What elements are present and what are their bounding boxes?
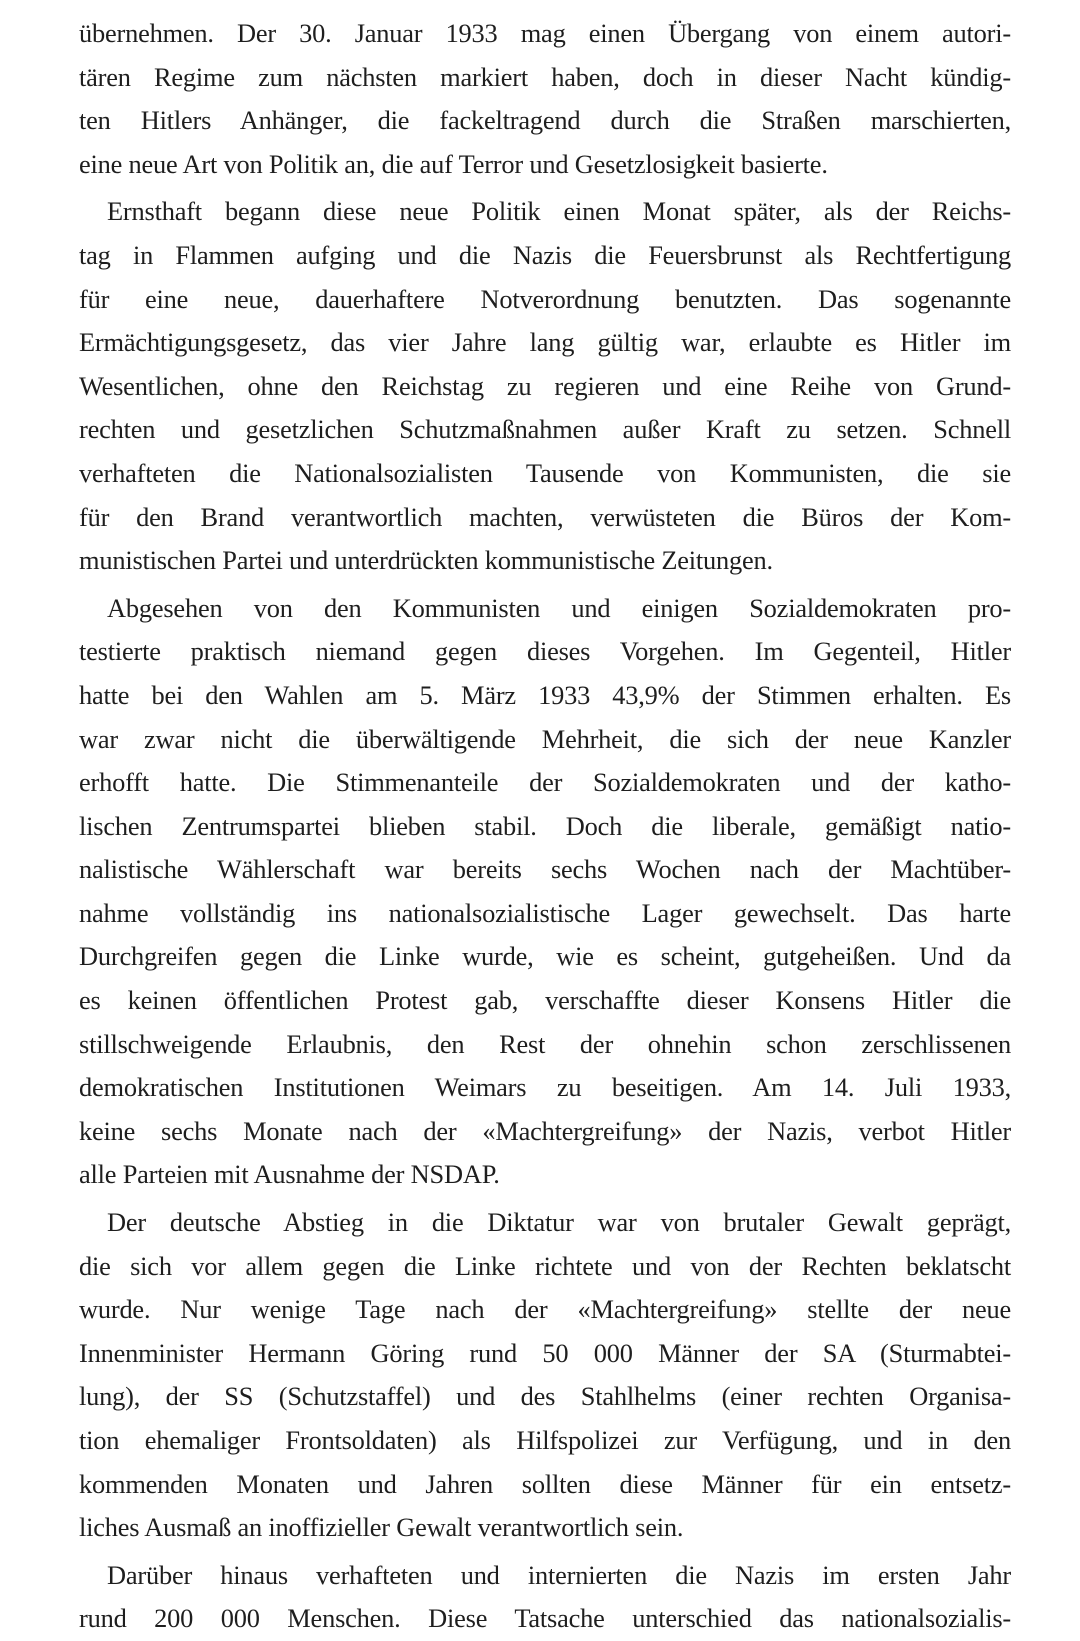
text-line: Abgesehen von den Kommunisten und einigen Sozialdemokraten pro- (107, 592, 1011, 623)
text-line: Durchgreifen gegen die Linke wurde, wie es scheint, gutgeheißen. Und da (79, 941, 1011, 972)
text-line: hatte bei den Wahlen am 5. März 1933 43,9% der Stimmen erhalten. Es (79, 679, 1011, 710)
text-line: für eine neue, dauerhaftere Notverordnung benutzten. Das sogenannte (79, 283, 1011, 314)
text-line: ten Hitlers Anhänger, die fackeltragend durch die Straßen marschierten, (79, 105, 1011, 136)
text-line: Der deutsche Abstieg in die Diktatur war von brutaler Gewalt geprägt, (107, 1207, 1011, 1238)
text-line: rechten und gesetzlichen Schutzmaßnahmen außer Kraft zu setzen. Schnell (79, 414, 1011, 445)
text-line: stillschweigende Erlaubnis, den Rest der ohnehin schon zerschlissenen (79, 1028, 1011, 1059)
text-line: keine sechs Monate nach der «Machtergreifung» der Nazis, verbot Hitler (79, 1115, 1011, 1146)
text-line: tären Regime zum nächsten markiert haben, doch in dieser Nacht kündig- (79, 61, 1011, 92)
document-page (79, 12, 1011, 1641)
text-line: Ernsthaft begann diese neue Politik einen Monat später, als der Reichs- (107, 196, 1011, 227)
text-line: rund 200 000 Menschen. Diese Tatsache unterschied das nationalsozialis- (79, 1603, 1011, 1634)
text-line: Ermächtigungsgesetz, das vier Jahre lang gültig war, erlaubte es Hitler im (79, 327, 1011, 358)
text-line: für den Brand verantwortlich machten, verwüsteten die Büros der Kom- (79, 501, 1011, 532)
text-line: nahme vollständig ins nationalsozialistische Lager gewechselt. Das harte (79, 897, 1011, 928)
paragraph (79, 1554, 1011, 1641)
text-line: demokratischen Institutionen Weimars zu beseitigen. Am 14. Juli 1933, (79, 1072, 1011, 1103)
text-line: Innenminister Hermann Göring rund 50 000 Männer der SA (Sturmabtei- (79, 1337, 1011, 1368)
paragraph (79, 1201, 1011, 1550)
paragraph (79, 587, 1011, 1197)
text-line: Darüber hinaus verhafteten und internierten die Nazis im ersten Jahr (107, 1559, 1011, 1590)
text-line: kommenden Monaten und Jahren sollten diese Männer für ein entsetz- (79, 1468, 1011, 1499)
text-line: Wesentlichen, ohne den Reichstag zu regieren und eine Reihe von Grund- (79, 370, 1011, 401)
text-line: nalistische Wählerschaft war bereits sechs Wochen nach der Machtüber- (79, 854, 1011, 885)
text-line: übernehmen. Der 30. Januar 1933 mag einen Übergang von einem autori- (79, 18, 1011, 48)
text-line: war zwar nicht die überwältigende Mehrheit, die sich der neue Kanzler (79, 723, 1011, 754)
text-line: wurde. Nur wenige Tage nach der «Machtergreifung» stellte der neue (79, 1294, 1011, 1325)
text-line: alle Parteien mit Ausnahme der NSDAP. (79, 1159, 500, 1190)
text-line: munistischen Partei und unterdrückten kommunistische Zeitungen. (79, 545, 773, 576)
text-line: tion ehemaliger Frontsoldaten) als Hilfspolizei zur Verfügung, und in den (79, 1425, 1011, 1455)
text-line: liches Ausmaß an inoffizieller Gewalt verantwortlich sein. (79, 1512, 684, 1543)
paragraph (79, 190, 1011, 582)
text-line: lung), der SS (Schutzstaffel) und des Stahlhelms (einer rechten Organisa- (79, 1381, 1011, 1412)
paragraph (79, 12, 1011, 186)
text-line: testierte praktisch niemand gegen dieses Vorgehen. Im Gegenteil, Hitler (79, 636, 1011, 667)
text-line: erhofft hatte. Die Stimmenanteile der Sozialdemokraten und der katho- (79, 767, 1011, 798)
text-line: lischen Zentrumspartei blieben stabil. Doch die liberale, gemäßigt natio- (79, 810, 1011, 841)
text-line: die sich vor allem gegen die Linke richtete und von der Rechten beklatscht (79, 1250, 1011, 1281)
text-line: verhafteten die Nationalsozialisten Tausende von Kommunisten, die sie (79, 457, 1011, 488)
text-line: eine neue Art von Politik an, die auf Terror und Gesetzlosigkeit basierte. (79, 148, 828, 179)
text-line: tag in Flammen aufging und die Nazis die Feuersbrunst als Rechtfertigung (79, 239, 1011, 270)
text-line: es keinen öffentlichen Protest gab, verschaffte dieser Konsens Hitler die (79, 985, 1011, 1016)
